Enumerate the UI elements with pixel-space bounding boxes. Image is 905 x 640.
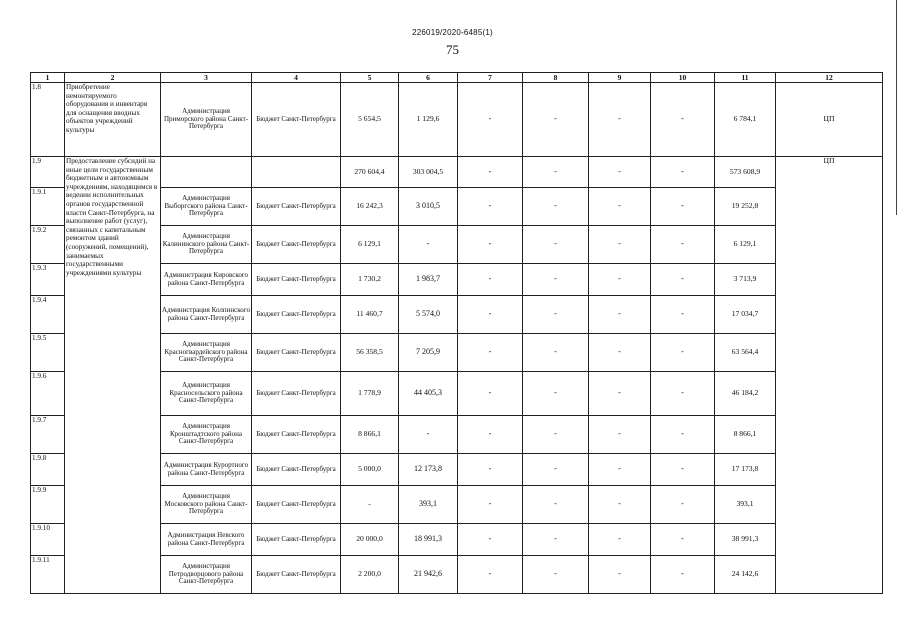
budget-table (30, 72, 883, 594)
row-value: - (458, 486, 523, 524)
row-value: - (589, 296, 651, 334)
row-organization: Администрация Курортного района Санкт-Петербурга (161, 454, 252, 486)
row-value: - (589, 264, 651, 296)
row-value: 1 778,9 (341, 372, 399, 416)
row-value: - (458, 454, 523, 486)
row-value: - (399, 226, 458, 264)
row-organization: Администрация Кировского района Санкт-Петербурга (161, 264, 252, 296)
row-budget-source: Бюджет Санкт-Петербурга (252, 188, 341, 226)
row-value: - (523, 334, 589, 372)
row-value: - (523, 157, 589, 188)
row-value: - (651, 416, 715, 454)
row-value: - (341, 486, 399, 524)
row-value: - (458, 188, 523, 226)
row-value: - (589, 188, 651, 226)
row-budget-source: Бюджет Санкт-Петербурга (252, 524, 341, 556)
row-total: 24 142,6 (715, 556, 776, 594)
row-value: 1 129,6 (399, 83, 458, 157)
row-total: 63 564,4 (715, 334, 776, 372)
row-code: 1.9.7 (31, 416, 65, 454)
row-code: 1.9.10 (31, 524, 65, 556)
row-total: 6 129,1 (715, 226, 776, 264)
row-value: - (651, 454, 715, 486)
row-description: Приобретение немонтируемого оборудования и инвентаря для оснащения вводных объектов учреждений культуры (65, 83, 161, 157)
row-total: 19 252,8 (715, 188, 776, 226)
row-total: 46 184,2 (715, 372, 776, 416)
row-budget-source: Бюджет Санкт-Петербурга (252, 486, 341, 524)
row-budget-source: Бюджет Санкт-Петербурга (252, 226, 341, 264)
column-header: 5 (341, 73, 399, 83)
row-value: - (589, 334, 651, 372)
table-row (31, 157, 883, 188)
column-header: 10 (651, 73, 715, 83)
row-budget-source: Бюджет Санкт-Петербурга (252, 334, 341, 372)
row-value: 18 991,3 (399, 524, 458, 556)
row-value: - (651, 83, 715, 157)
row-description (65, 157, 161, 594)
row-value: 16 242,3 (341, 188, 399, 226)
row-value: 303 004,5 (399, 157, 458, 188)
row-value: 2 200,0 (341, 556, 399, 594)
column-header: 7 (458, 73, 523, 83)
row-code: 1.9.3 (31, 264, 65, 296)
row-value: - (458, 226, 523, 264)
row-code: 1.9.8 (31, 454, 65, 486)
row-budget-source: Бюджет Санкт-Петербурга (252, 454, 341, 486)
row-budget-source: Бюджет Санкт-Петербурга (252, 264, 341, 296)
row-value: - (589, 454, 651, 486)
row-budget-source: Бюджет Санкт-Петербурга (252, 416, 341, 454)
row-budget-source: Бюджет Санкт-Петербурга (252, 296, 341, 334)
row-value: - (523, 416, 589, 454)
document-number: 226019/2020-6485(1) (412, 28, 493, 37)
column-header: 8 (523, 73, 589, 83)
row-value: - (651, 296, 715, 334)
row-value: - (589, 524, 651, 556)
row-value: - (458, 556, 523, 594)
row-note: ЦП (776, 83, 883, 157)
row-value: 3 010,5 (399, 188, 458, 226)
column-header: 9 (589, 73, 651, 83)
row-value: 5 000,0 (341, 454, 399, 486)
row-value: - (399, 416, 458, 454)
row-budget-source: Бюджет Санкт-Петербурга (252, 372, 341, 416)
column-header: 11 (715, 73, 776, 83)
column-header: 3 (161, 73, 252, 83)
row-organization: Администрация Выборгского района Санкт-Петербурга (161, 188, 252, 226)
row-value: - (523, 524, 589, 556)
column-header: 4 (252, 73, 341, 83)
row-total: 8 866,1 (715, 416, 776, 454)
row-value: - (589, 416, 651, 454)
row-value: 7 205,9 (399, 334, 458, 372)
row-value: - (589, 157, 651, 188)
row-value: 20 000,0 (341, 524, 399, 556)
row-total: 17 173,8 (715, 454, 776, 486)
row-value: - (651, 372, 715, 416)
row-value: 1 983,7 (399, 264, 458, 296)
row-value: - (589, 226, 651, 264)
row-value: 8 866,1 (341, 416, 399, 454)
header-row (31, 73, 883, 83)
row-total: 3 713,9 (715, 264, 776, 296)
row-code: 1.9.1 (31, 188, 65, 226)
row-note (776, 157, 883, 594)
row-value: - (523, 454, 589, 486)
row-total: 6 784,1 (715, 83, 776, 157)
row-budget-source: Бюджет Санкт-Петербурга (252, 556, 341, 594)
row-code: 1.9.6 (31, 372, 65, 416)
row-value: - (458, 264, 523, 296)
row-organization (161, 157, 252, 188)
row-value: - (523, 556, 589, 594)
row-value: - (651, 157, 715, 188)
row-organization: Администрация Колпинского района Санкт-Петербурга (161, 296, 252, 334)
row-code: 1.8 (31, 83, 65, 157)
row-organization: Администрация Красногвардейского района Санкт-Петербурга (161, 334, 252, 372)
row-organization: Администрация Невского района Санкт-Петербурга (161, 524, 252, 556)
row-total: 393,1 (715, 486, 776, 524)
row-code: 1.9 (31, 157, 65, 188)
page-number: 75 (446, 42, 459, 57)
row-value: - (458, 524, 523, 556)
row-value: - (589, 486, 651, 524)
row-value: 1 730,2 (341, 264, 399, 296)
row-value: - (458, 83, 523, 157)
row-value: - (523, 226, 589, 264)
row-total: 573 608,9 (715, 157, 776, 188)
row-organization: Администрация Петродворцового района Санкт-Петербурга (161, 556, 252, 594)
row-value: - (651, 264, 715, 296)
row-value: - (458, 334, 523, 372)
row-value: 6 129,1 (341, 226, 399, 264)
row-organization: Администрация Московского района Санкт-Петербурга (161, 486, 252, 524)
row-value: - (651, 188, 715, 226)
row-organization: Администрация Приморского района Санкт-Петербурга (161, 83, 252, 157)
row-code: 1.9.11 (31, 556, 65, 594)
row-value: 21 942,6 (399, 556, 458, 594)
row-value: 393,1 (399, 486, 458, 524)
row-value: 5 574,0 (399, 296, 458, 334)
row-value: - (523, 188, 589, 226)
row-value: - (458, 157, 523, 188)
row-value: 270 604,4 (341, 157, 399, 188)
row-value: 5 654,5 (341, 83, 399, 157)
row-value: - (523, 486, 589, 524)
row-value: - (458, 296, 523, 334)
row-total: 17 034,7 (715, 296, 776, 334)
row-budget-source: Бюджет Санкт-Петербурга (252, 83, 341, 157)
row-value: - (589, 556, 651, 594)
row-value: 12 173,8 (399, 454, 458, 486)
row-value: - (589, 372, 651, 416)
row-value: - (651, 524, 715, 556)
row-value: - (651, 226, 715, 264)
row-value: - (458, 416, 523, 454)
row-organization: Администрация Калининского района Санкт-Петербурга (161, 226, 252, 264)
row-value: - (651, 556, 715, 594)
table-row (31, 83, 883, 157)
row-value: 44 405,3 (399, 372, 458, 416)
row-value: 56 358,5 (341, 334, 399, 372)
row-value: - (651, 486, 715, 524)
row-code: 1.9.9 (31, 486, 65, 524)
row-code: 1.9.4 (31, 296, 65, 334)
row-organization: Администрация Кронштадтского района Санкт-Петербурга (161, 416, 252, 454)
row-code: 1.9.2 (31, 226, 65, 264)
row-value: 11 460,7 (341, 296, 399, 334)
row-note-text: ЦП (823, 156, 835, 165)
row-description-text: Предоставление субсидий на иные цели государственным бюджетным и автономным учреждениям, находящимся в ведении исполнительных органов государственной власти Санкт-Петербурга, на выполнение работ (услуг), связанных с капитальным ремонтом зданий (сооружений, помещений), занимаемых государственными учреждениями культуры (66, 157, 158, 277)
column-header: 1 (31, 73, 65, 83)
page-edge-line (896, 0, 897, 215)
column-header: 6 (399, 73, 458, 83)
row-code: 1.9.5 (31, 334, 65, 372)
row-value: - (458, 372, 523, 416)
row-value: - (523, 296, 589, 334)
row-value: - (523, 372, 589, 416)
row-value: - (589, 83, 651, 157)
row-organization: Администрация Красносельского района Санкт-Петербурга (161, 372, 252, 416)
row-total: 38 991,3 (715, 524, 776, 556)
column-header: 12 (776, 73, 883, 83)
row-budget-source (252, 157, 341, 188)
column-header: 2 (65, 73, 161, 83)
row-value: - (651, 334, 715, 372)
row-value: - (523, 83, 589, 157)
row-value: - (523, 264, 589, 296)
